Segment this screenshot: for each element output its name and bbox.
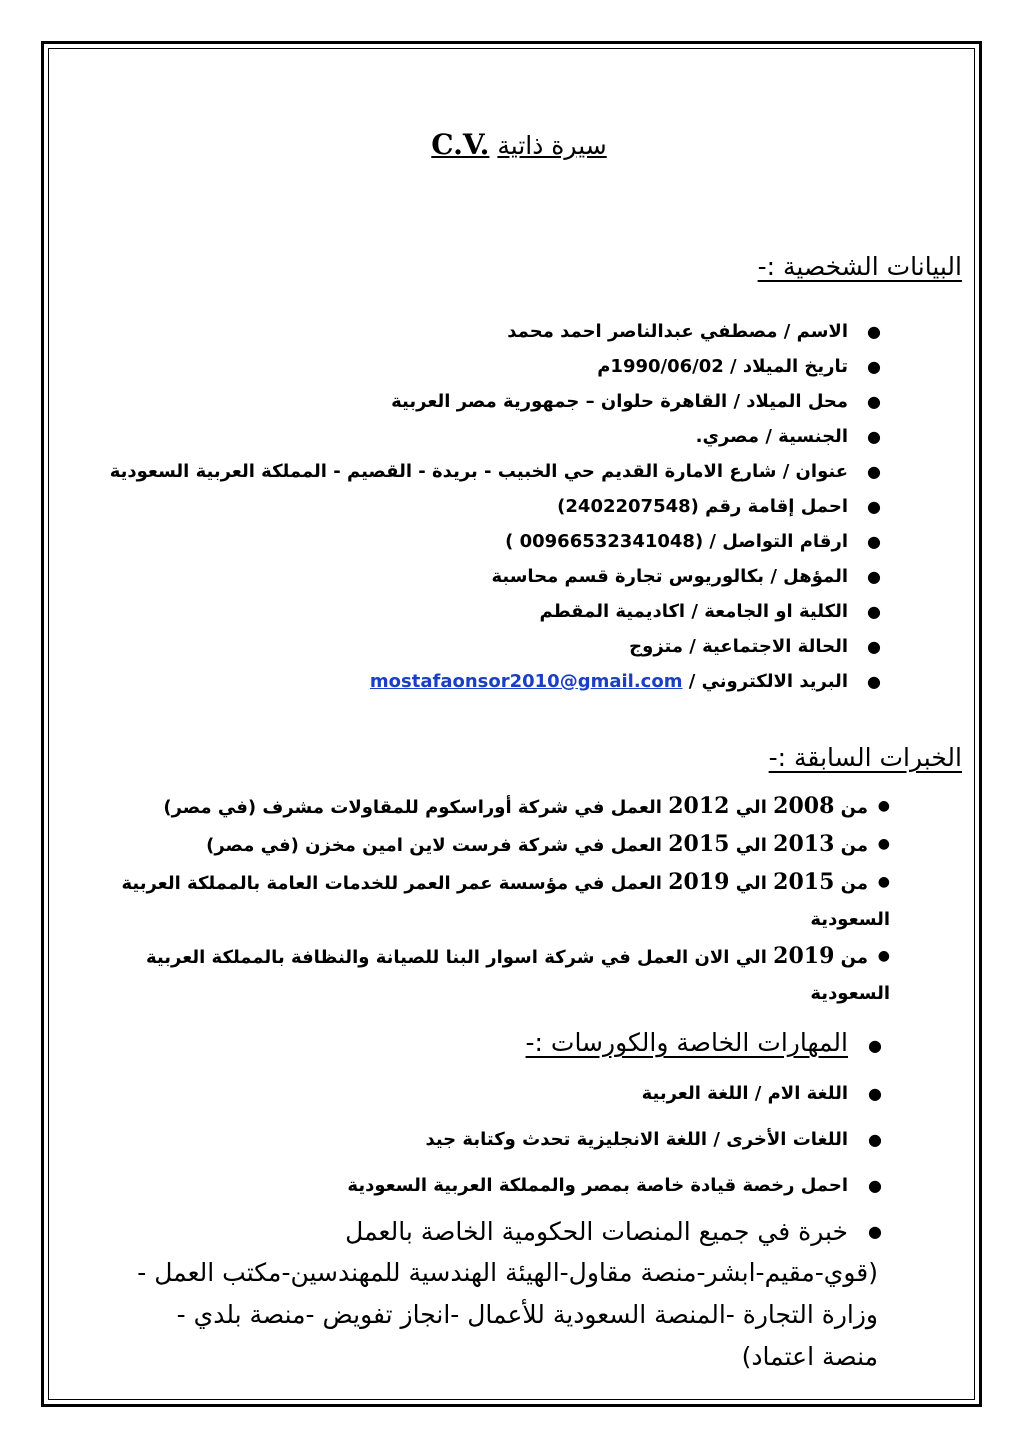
bullet-icon: ● (867, 357, 881, 376)
document-title (0, 128, 1024, 161)
bullet-icon: ● (867, 392, 881, 411)
list-item: ● عنوان / شارع الامارة القديم حي الخبيب - بريدة - القصيم - المملكة العربية السعودية (70, 454, 848, 489)
personal-list (70, 314, 881, 699)
bullet-icon: ● (867, 672, 881, 691)
bullet-icon: ● (867, 462, 881, 481)
paragraph-line: (قوي-مقيم-ابشر-منصة مقاول-الهيئة الهندسية للمهندسين-مكتب العمل - (137, 1258, 878, 1287)
personal-heading: البيانات الشخصية :- (757, 252, 962, 281)
experience-item: ● من 2013 الي 2015 العمل في شركة فرست لاين امين مخزن (في مصر) (62, 826, 868, 864)
skills-heading: ● المهارات الخاصة والكورسات :- (525, 1028, 882, 1057)
bullet-icon: ● (868, 1222, 882, 1241)
bullet-icon: ● (867, 567, 881, 586)
experience-heading: الخبرات السابقة :- (768, 743, 962, 772)
bullet-icon: ● (867, 532, 881, 551)
bullet-icon: ● (868, 1084, 882, 1103)
bullet-icon: ● (867, 497, 881, 516)
bullet-icon: ● (868, 1130, 882, 1149)
list-item: ● محل الميلاد / القاهرة حلوان – جمهورية مصر العربية (70, 384, 848, 419)
list-item: ● اللغات الأخرى / اللغة الانجليزية تحدث وكتابة جيد (100, 1120, 848, 1160)
title-latin: C.V. (431, 128, 490, 161)
bullet-icon: ● (868, 1036, 882, 1055)
list-item: ● الاسم / مصطفي عبدالناصر احمد محمد (70, 314, 848, 349)
platforms-paragraph (96, 1252, 878, 1378)
list-item: ● الكلية او الجامعة / اكاديمية المقطم (70, 594, 848, 629)
paragraph-line: وزارة التجارة -المنصة السعودية للأعمال -انجاز تفويض -منصة بلدي - (176, 1300, 878, 1329)
email-item (70, 664, 881, 699)
list-item: ● ارقام التواصل / (00966532341048 ) (70, 524, 848, 559)
skills-section (100, 1028, 882, 1254)
bullet-icon: ● (877, 948, 890, 964)
bullet-icon: ● (867, 637, 881, 656)
list-item: ● تاريخ الميلاد / 1990/06/02م (70, 349, 848, 384)
list-item: ● المؤهل / بكالوريوس تجارة قسم محاسبة (70, 559, 848, 594)
bullet-icon: ● (877, 798, 890, 814)
list-item: ● احمل رخصة قيادة خاصة بمصر والمملكة العربية السعودية (100, 1166, 848, 1206)
experience-item: ● من 2019 الي الان العمل في شركة اسوار البنا للصيانة والنظافة بالمملكة العربية السعودية (62, 938, 868, 1012)
bullet-icon: ● (867, 322, 881, 341)
email-label: البريد الالكتروني / (688, 671, 848, 692)
list-item: ● خبرة في جميع المنصات الحكومية الخاصة بالعمل (100, 1210, 848, 1254)
title-arabic: سيرة ذاتية (497, 131, 607, 160)
experience-item: ● من 2008 الي 2012 العمل في شركة أوراسكوم للمقاولات مشرف (في مصر) (62, 788, 868, 826)
bullet-icon: ● (877, 874, 890, 890)
bullet-icon: ● (877, 836, 890, 852)
paragraph-line: منصة اعتماد) (741, 1342, 878, 1371)
email-link[interactable]: mostafaonsor2010@gmail.com (369, 671, 683, 692)
list-item: ● احمل إقامة رقم (2402207548) (70, 489, 848, 524)
experience-list (62, 788, 890, 1012)
bullet-icon: ● (867, 602, 881, 621)
list-item: ● الجنسية / مصري. (70, 419, 848, 454)
bullet-icon: ● (867, 427, 881, 446)
list-item: ● الحالة الاجتماعية / متزوج (70, 629, 848, 664)
experience-item: ● من 2015 الي 2019 العمل في مؤسسة عمر العمر للخدمات العامة بالمملكة العربية السعودية (62, 864, 868, 938)
list-item: ● اللغة الام / اللغة العربية (100, 1074, 848, 1114)
bullet-icon: ● (868, 1176, 882, 1195)
